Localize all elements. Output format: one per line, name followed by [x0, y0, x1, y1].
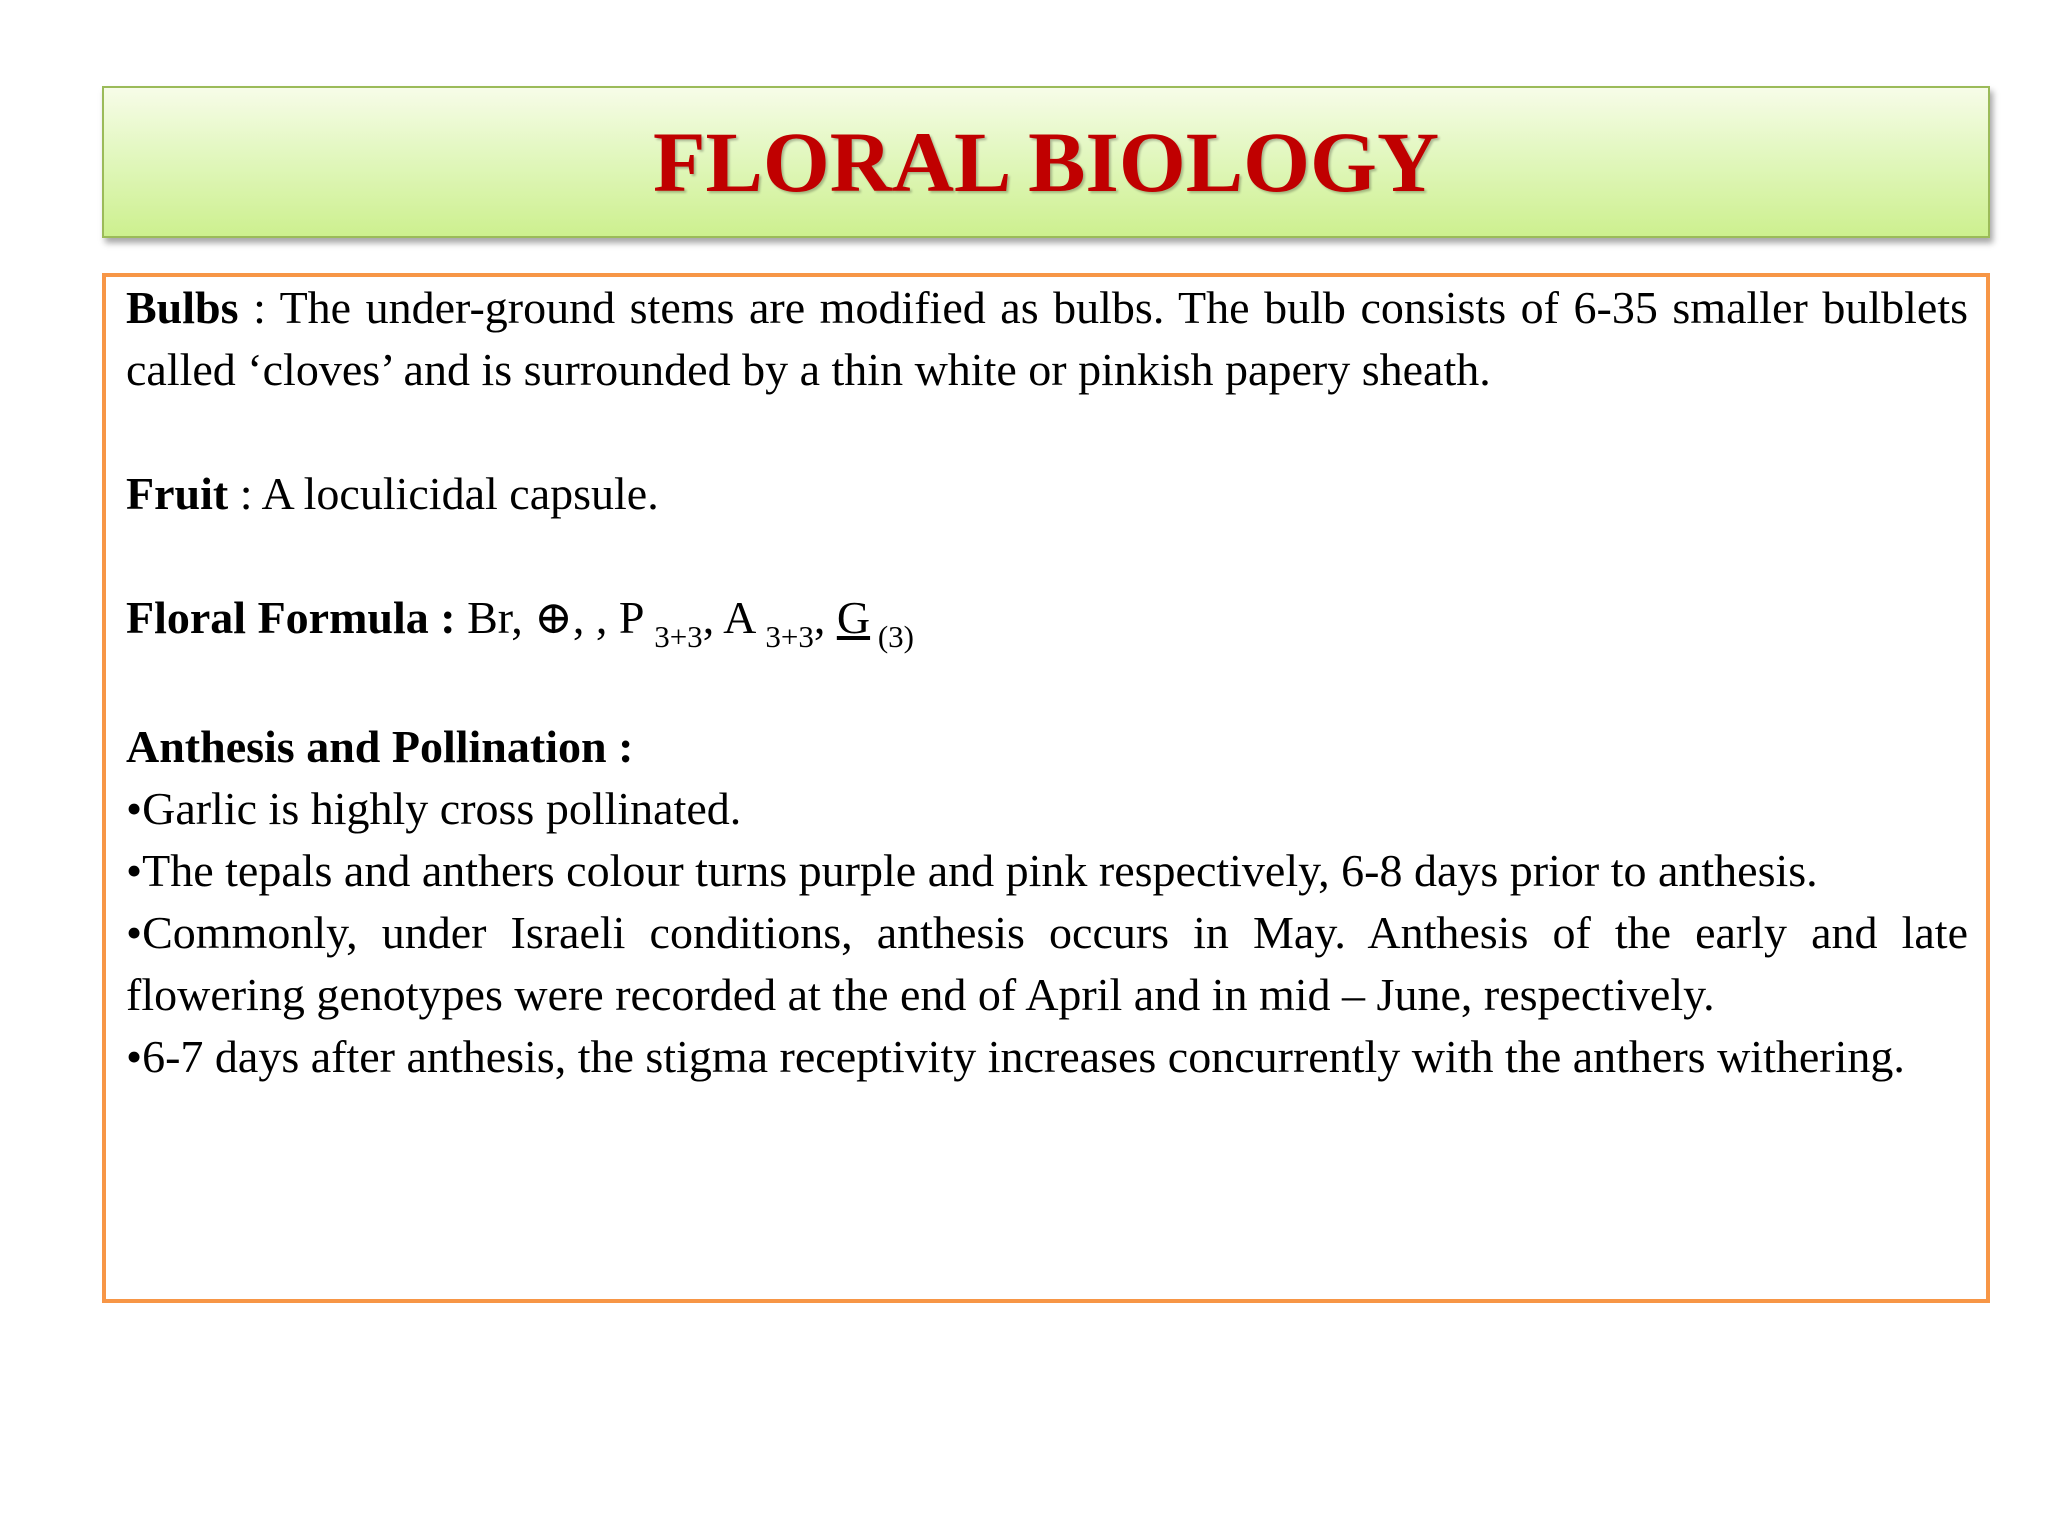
bulbs-label: Bulbs — [126, 282, 239, 333]
formula-comma: , — [813, 592, 837, 643]
floral-formula-label: Floral Formula : — [126, 592, 456, 643]
content-panel — [102, 273, 1990, 1303]
floral-formula-paragraph — [126, 587, 1968, 654]
spacer — [126, 525, 1968, 587]
gynoecium-count: (3) — [870, 619, 914, 654]
androecium-count: 3+3 — [765, 619, 814, 654]
bullet-item: •The tepals and anthers colour turns purple and pink respectively, 6-8 days prior to anthesis. — [126, 845, 1818, 896]
bulbs-paragraph — [126, 277, 1968, 401]
bulbs-text: The under-ground stems are modified as bulbs. The bulb consists of 6-35 smaller bulblets called ‘cloves’ and is surrounded by a thin white or pinkish papery sheath. — [126, 282, 1968, 395]
bullet-item: •6-7 days after anthesis, the stigma receptivity increases concurrently with the anthers withering. — [126, 1031, 1905, 1082]
bulbs-separator: : — [238, 282, 280, 333]
fruit-paragraph — [126, 463, 1968, 525]
formula-bract: Br, — [455, 592, 535, 643]
actinomorphic-symbol-icon: ⊕ — [534, 592, 573, 643]
formula-androecium: , A — [702, 592, 766, 643]
spacer — [126, 401, 1968, 463]
fruit-label: Fruit — [126, 468, 229, 519]
bullet-item: •Garlic is highly cross pollinated. — [126, 783, 742, 834]
fruit-separator: : — [228, 468, 262, 519]
spacer — [126, 654, 1968, 716]
title-banner — [102, 86, 1990, 238]
content-body — [126, 277, 1968, 1088]
formula-perianth: , , P — [572, 592, 655, 643]
gynoecium-symbol: G — [836, 592, 871, 643]
fruit-text: A loculicidal capsule. — [261, 468, 659, 519]
slide-title: FLORAL BIOLOGY — [652, 114, 1440, 210]
anthesis-heading: Anthesis and Pollination : — [126, 721, 634, 772]
bullet-item: •Commonly, under Israeli conditions, anthesis occurs in May. Anthesis of the early and late flowering genotypes were recorded at the end of April and in mid – June, respectively. — [126, 907, 1968, 1020]
perianth-count: 3+3 — [654, 619, 703, 654]
